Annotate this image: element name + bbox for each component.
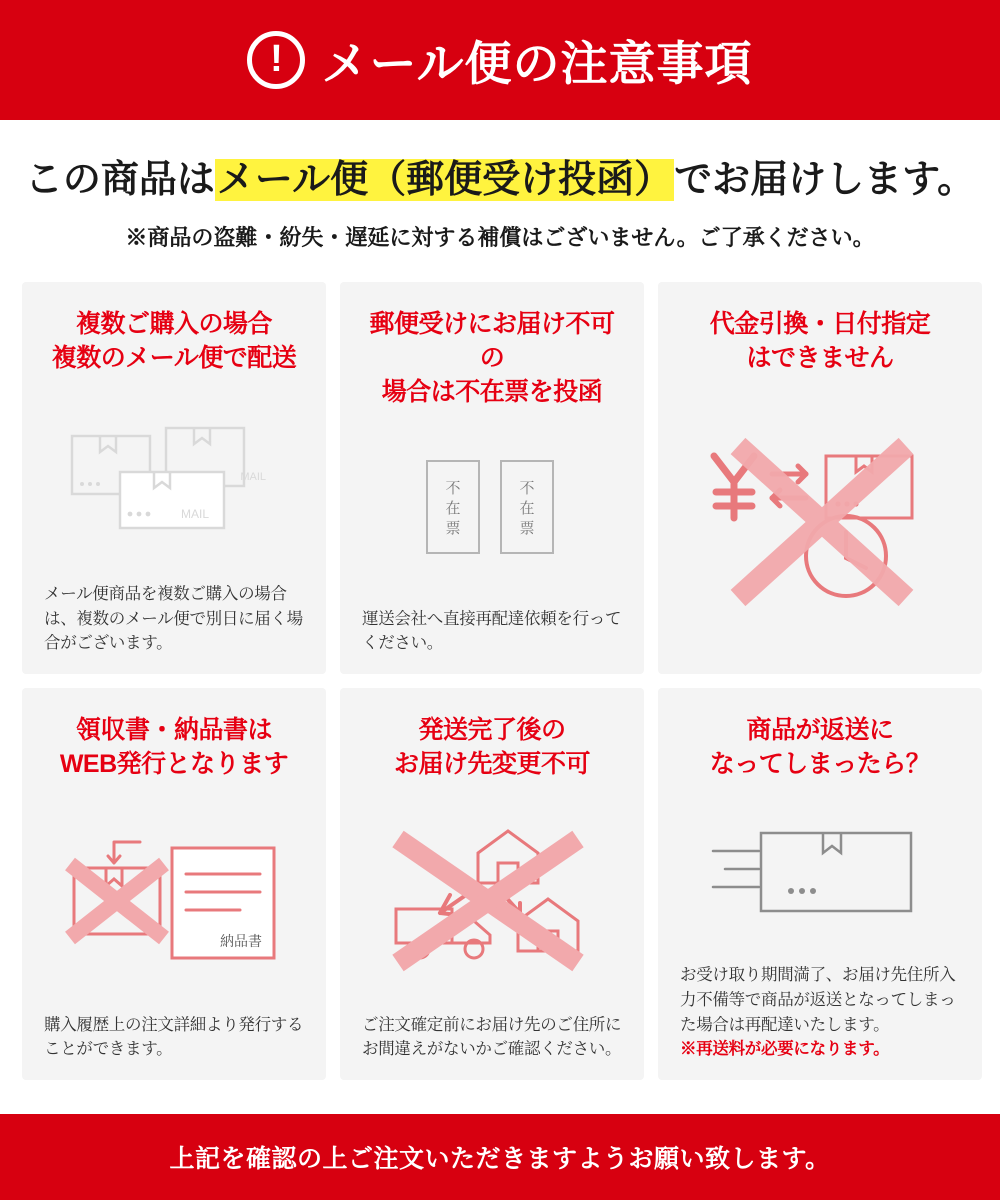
card-title-line1: 領収書・納品書は xyxy=(75,716,272,744)
lead-main-before: この商品は xyxy=(24,159,215,201)
card-title-line1: 商品が返送に xyxy=(746,716,894,744)
web-invoice-icon xyxy=(44,782,304,1013)
notice-card-no-cod-no-date xyxy=(658,282,982,674)
svg-text:納品書: 納品書 xyxy=(220,933,262,949)
card-title-line1: 発送完了後の xyxy=(418,716,566,744)
notice-card-grid xyxy=(22,282,978,1080)
svg-text:在: 在 xyxy=(519,499,535,517)
svg-text:MAIL: MAIL xyxy=(180,506,209,521)
card-title-line2: 場合は不在票を投函 xyxy=(381,377,603,406)
card-title xyxy=(44,308,304,376)
page-title: メール便の注意事項 xyxy=(321,36,753,90)
card-title-line2: WEB発行となります xyxy=(59,749,289,778)
notice-card-absence-slip xyxy=(340,282,644,674)
absence-slips-icon xyxy=(362,409,622,606)
card-title-line1: 代金引換・日付指定 xyxy=(709,310,931,338)
card-title xyxy=(680,308,960,376)
notice-card-multiple-parcels xyxy=(22,282,326,674)
no-cod-no-date-icon xyxy=(680,376,960,657)
card-title-line1: 複数ご購入の場合 xyxy=(75,310,272,338)
svg-text:票: 票 xyxy=(445,519,461,537)
card-title-line2: はできません xyxy=(746,343,894,372)
card-title xyxy=(362,714,622,782)
returned-parcel-icon xyxy=(680,782,960,964)
card-title xyxy=(44,714,304,782)
card-title xyxy=(680,714,960,782)
svg-text:不: 不 xyxy=(445,479,461,497)
exclamation-mark: ! xyxy=(270,38,283,80)
card-title-line2: お届け先変更不可 xyxy=(393,749,590,778)
svg-text:不: 不 xyxy=(519,479,535,497)
card-description: ご注文確定前にお届け先のご住所にお間違えがないかご確認ください。 xyxy=(362,1015,622,1059)
lead-section xyxy=(0,120,1000,262)
card-title-line1: 郵便受けにお届け不可の xyxy=(369,310,615,372)
lead-sub-text: ※商品の盗難・紛失・遅延に対する補償はございません。ご了承ください。 xyxy=(125,225,875,250)
page-header xyxy=(0,0,1000,120)
page-footer xyxy=(0,1114,1000,1200)
card-description: メール便商品を複数ご購入の場合は、複数のメール便で別日に届く場合がございます。 xyxy=(44,584,303,653)
multiple-parcels-icon xyxy=(44,376,304,582)
exclamation-circle-icon xyxy=(247,31,305,89)
notice-card-web-invoice xyxy=(22,688,326,1080)
svg-text:MAIL: MAIL xyxy=(240,470,266,483)
card-title xyxy=(362,308,622,409)
lead-main-highlight: メール便（郵便受け投函） xyxy=(216,159,673,201)
lead-main-after: でお届けします。 xyxy=(674,159,976,201)
lead-main-text xyxy=(0,148,1000,203)
svg-text:票: 票 xyxy=(519,519,535,537)
card-title-line2: 複数のメール便で配送 xyxy=(51,343,297,372)
footer-text: 上記を確認の上ご注文いただきますようお願い致します。 xyxy=(169,1145,831,1173)
card-warning-text: ※再送料が必要になります。 xyxy=(680,1040,890,1059)
card-description-text: お受け取り期間満了、お届け先住所入力不備等で商品が返送となってしまった場合は再配達いたします。 xyxy=(680,966,956,1034)
card-description: 購入履歴上の注文詳細より発行することができます。 xyxy=(44,1015,304,1059)
no-address-change-icon xyxy=(362,782,622,1013)
svg-text:在: 在 xyxy=(445,499,461,517)
card-description: 運送会社へ直接再配達依頼を行ってください。 xyxy=(362,609,622,653)
notice-card-returned-parcel xyxy=(658,688,982,1080)
card-title-line2: なってしまったら？ xyxy=(709,749,931,778)
notice-card-no-address-change xyxy=(340,688,644,1080)
card-description xyxy=(680,963,960,1062)
